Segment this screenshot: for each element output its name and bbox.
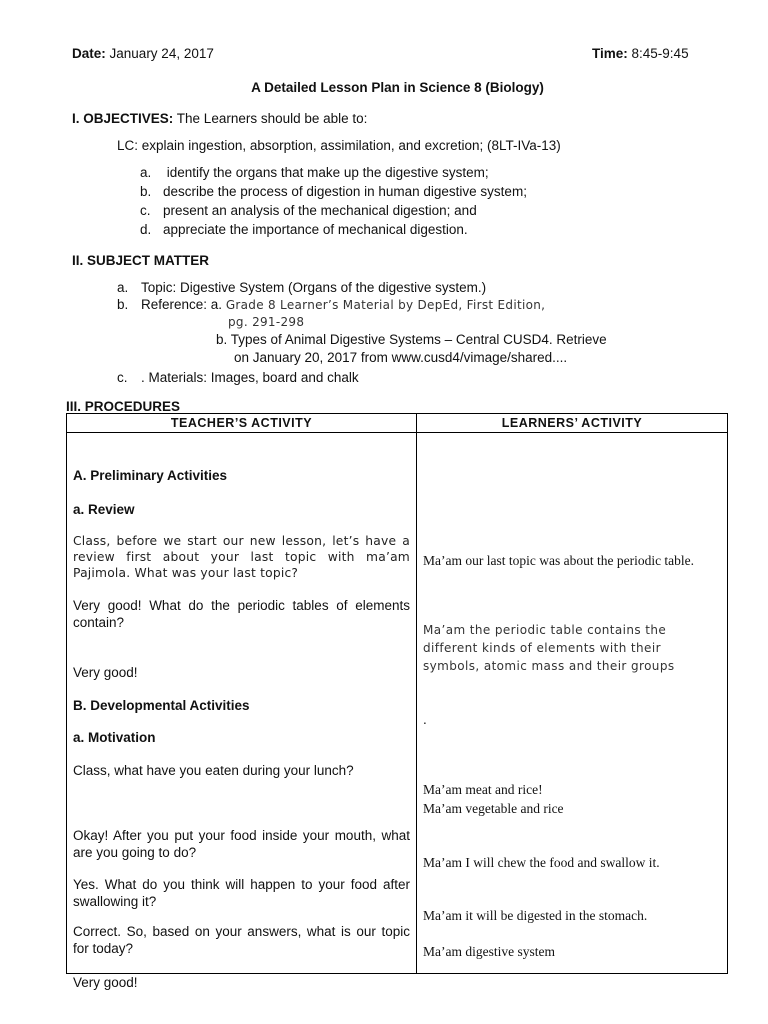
- list-marker: a.: [117, 280, 129, 295]
- date-line: [72, 46, 214, 61]
- objective-text: describe the process of digestion in human digestive system;: [163, 184, 527, 199]
- objectives-intro: The Learners should be able to:: [176, 111, 368, 126]
- time-value: 8:45-9:45: [631, 46, 689, 61]
- reference-label: Reference: a.: [141, 297, 223, 312]
- objective-text: present an analysis of the mechanical digestion; and: [163, 203, 477, 218]
- developmental-activities-heading: B. Developmental Activities: [73, 698, 250, 713]
- motivation-heading: a. Motivation: [73, 730, 156, 745]
- table-row: [67, 433, 728, 974]
- swallow-question: Yes. What do you think will happen to your food after swallowing it?: [73, 877, 410, 909]
- objectives-heading: I. OBJECTIVES:: [72, 111, 174, 126]
- chew-answer: Ma’am I will chew the food and swallow it.: [423, 855, 660, 870]
- objective-item-d: [140, 222, 468, 237]
- reference-a: Grade 8 Learner’s Material by DepEd, First Edition,: [225, 298, 546, 312]
- very-good-1: Very good!: [73, 665, 138, 680]
- objective-item-b: [140, 184, 527, 199]
- learners-column-header: LEARNERS’ ACTIVITY: [417, 414, 728, 433]
- time-line: [592, 46, 689, 61]
- list-marker: b.: [117, 297, 129, 312]
- objective-marker: b.: [140, 184, 152, 199]
- stomach-answer: Ma’am it will be digested in the stomach.: [423, 908, 648, 923]
- dot-mark: .: [423, 712, 427, 727]
- lunch-answer-2: Ma’am vegetable and rice: [423, 801, 564, 816]
- objectives-heading-line: [72, 111, 367, 126]
- subject-materials: [117, 370, 359, 385]
- topic-answer: Ma’am digestive system: [423, 944, 555, 959]
- learning-competency: LC: explain ingestion, absorption, assimilation, and excretion; (8LT-IVa-13): [117, 138, 561, 153]
- reference-a-pages: pg. 291-298: [228, 315, 305, 329]
- mouth-question: Okay! After you put your food inside your mouth, what are you going to do?: [73, 828, 410, 860]
- review-question: Class, before we start our new lesson, let’s have a review first about your last topic with ma’am Pajimola. What was your last topic?: [73, 534, 410, 580]
- table-header-row: [67, 414, 728, 433]
- procedures-heading: III. PROCEDURES: [66, 399, 181, 414]
- date-label: Date:: [72, 46, 106, 61]
- objective-text: appreciate the importance of mechanical digestion.: [163, 222, 468, 237]
- reference-b-line2: on January 20, 2017 from www.cusd4/vimage/shared....: [234, 350, 568, 365]
- list-marker: c.: [117, 370, 128, 385]
- periodic-table-answer: Ma’am the periodic table contains the different kinds of elements with their symbols, atomic mass and their groups: [423, 623, 675, 673]
- subject-matter-heading: II. SUBJECT MATTER: [72, 253, 210, 268]
- objective-item-a: [140, 165, 489, 180]
- very-good-2: Very good!: [73, 975, 138, 990]
- topic-question: Correct. So, based on your answers, what is our topic for today?: [73, 924, 410, 956]
- teacher-activity-cell: [67, 433, 417, 990]
- last-topic-answer: Ma’am our last topic was about the periodic table.: [423, 553, 695, 568]
- date-value: January 24, 2017: [109, 46, 214, 61]
- reference-b-line1: b. Types of Animal Digestive Systems – Central CUSD4. Retrieve: [216, 332, 607, 347]
- objective-text: identify the organs that make up the digestive system;: [163, 165, 489, 180]
- materials-text: . Materials: Images, board and chalk: [141, 370, 359, 385]
- topic-text: Topic: Digestive System (Organs of the digestive system.): [141, 280, 487, 295]
- lunch-question: Class, what have you eaten during your lunch?: [73, 763, 354, 778]
- learners-activity-cell: [417, 433, 728, 974]
- time-label: Time:: [592, 46, 628, 61]
- objective-marker: a.: [140, 165, 152, 180]
- subject-topic: [117, 280, 486, 295]
- teacher-column-header: TEACHER’S ACTIVITY: [67, 414, 417, 433]
- procedures-table: [66, 413, 728, 990]
- objective-item-c: [140, 203, 477, 218]
- objective-marker: d.: [140, 222, 152, 237]
- preliminary-activities-heading: A. Preliminary Activities: [73, 468, 228, 483]
- periodic-table-question: Very good! What do the periodic tables of elements contain?: [73, 598, 410, 630]
- lunch-answer-1: Ma’am meat and rice!: [423, 782, 543, 797]
- subject-reference: [117, 297, 545, 312]
- review-heading: a. Review: [73, 502, 135, 517]
- page-title: A Detailed Lesson Plan in Science 8 (Biology): [251, 80, 544, 95]
- objective-marker: c.: [140, 203, 151, 218]
